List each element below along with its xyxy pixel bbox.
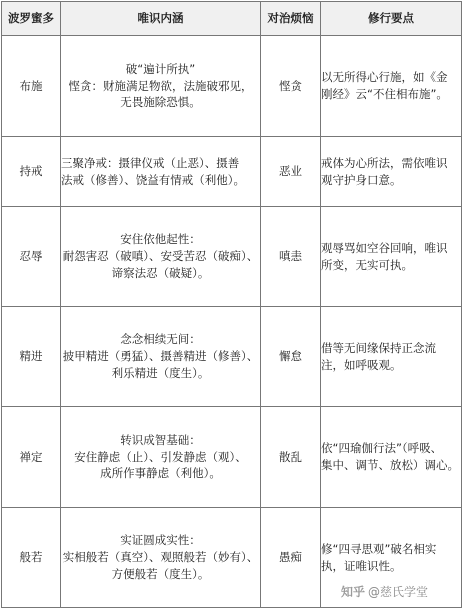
meaning-cell <box>61 207 261 307</box>
watermark-author: @慈氏学堂 <box>368 585 429 599</box>
meaning-line: 实证圆成实性： <box>120 533 201 548</box>
header-keypoints: 修行要点 <box>321 2 462 36</box>
paramita-name: 般若 <box>2 508 61 608</box>
affliction-cell: 散乱 <box>261 407 321 508</box>
paramita-name: 禅定 <box>2 407 61 508</box>
keypoint-line: 所变，无实可执。 <box>321 257 413 272</box>
keypoint-line: 观守护身口意。 <box>321 172 402 187</box>
table-row <box>2 137 462 207</box>
keypoint-line: 以无所得心行施，如《金 <box>321 70 448 85</box>
keypoint-line: 借等无间缘保持正念流 <box>321 340 436 355</box>
table-row <box>2 307 462 407</box>
watermark-site: 知乎 <box>341 585 366 599</box>
paramita-name: 布施 <box>2 36 61 137</box>
affliction-cell: 愚痴 <box>261 508 321 608</box>
meaning-line: 无畏施除恐惧。 <box>120 95 201 110</box>
affliction-cell: 悭贪 <box>261 36 321 137</box>
meaning-cell <box>61 36 261 137</box>
table-row <box>2 36 462 137</box>
keypoint-line: 集中、调节、放松）调心。 <box>321 458 459 472</box>
keypoint-line: 修“四寻思观”破名相实 <box>321 541 437 556</box>
meaning-line: 念念相续无间： <box>120 332 201 347</box>
meaning-line: 法戒（修善）、饶益有情戒（利他）。 <box>61 172 245 187</box>
header-paramita: 波罗蜜多 <box>2 2 61 36</box>
meaning-line: 三聚净戒：摄律仪戒（止恶）、摄善 <box>61 155 240 170</box>
header-meaning: 唯识内涵 <box>61 2 261 36</box>
paramita-table <box>1 1 462 608</box>
meaning-line: 悭贪：财施满足物欲，法施破邪见， <box>68 78 253 93</box>
paramita-name: 持戒 <box>2 137 61 207</box>
meaning-cell <box>61 307 261 407</box>
keypoint-line: 依“四瑜伽行法”（呼吸、 <box>321 441 443 456</box>
meaning-line: 披甲精进（勇猛）、摄善精进（修善）、 <box>62 349 259 364</box>
paramita-name: 精进 <box>2 307 61 407</box>
meaning-line: 安住静虑（止）、引发静虑（观）、 <box>74 449 247 464</box>
zhihu-watermark <box>341 583 428 600</box>
paramita-name: 忍辱 <box>2 207 61 307</box>
keypoint-line: 观辱骂如空谷回响，唯识 <box>321 240 448 255</box>
keypoint-cell <box>321 207 462 307</box>
meaning-line: 耐怨害忍（破嗔）、安受苦忍（破痴）、 <box>62 249 259 264</box>
keypoint-line: 刚经》云“不住相布施”。 <box>321 87 448 101</box>
keypoint-cell <box>321 307 462 407</box>
affliction-cell: 懈怠 <box>261 307 321 407</box>
meaning-cell <box>61 508 261 608</box>
meaning-line: 谛察法忍（破疑）。 <box>111 265 210 280</box>
affliction-cell: 恶业 <box>261 137 321 207</box>
affliction-cell: 嗔恚 <box>261 207 321 307</box>
meaning-line: 安住依他起性： <box>120 232 201 247</box>
meaning-line: 方便般若（度生）。 <box>111 566 210 581</box>
meaning-cell <box>61 407 261 508</box>
keypoint-cell <box>321 36 462 137</box>
header-row <box>2 2 462 36</box>
header-affliction: 对治烦恼 <box>261 2 321 36</box>
meaning-line: 破“遍计所执” <box>125 61 196 76</box>
keypoint-line: 执，证唯识性。 <box>321 558 402 573</box>
keypoint-line: 注，如呼吸观。 <box>321 357 402 372</box>
keypoint-cell <box>321 407 462 508</box>
table-row <box>2 207 462 307</box>
meaning-line: 转识成智基础： <box>120 432 201 447</box>
table-row <box>2 407 462 508</box>
meaning-line: 实相般若（真空）、观照般若（妙有）、 <box>62 550 259 565</box>
meaning-cell <box>61 137 261 207</box>
keypoint-line: 戒体为心所法，需依唯识 <box>321 155 448 170</box>
meaning-line: 利乐精进（度生）。 <box>111 365 210 380</box>
meaning-line: 成所作事静虑（利他）。 <box>100 466 221 481</box>
keypoint-cell <box>321 137 462 207</box>
